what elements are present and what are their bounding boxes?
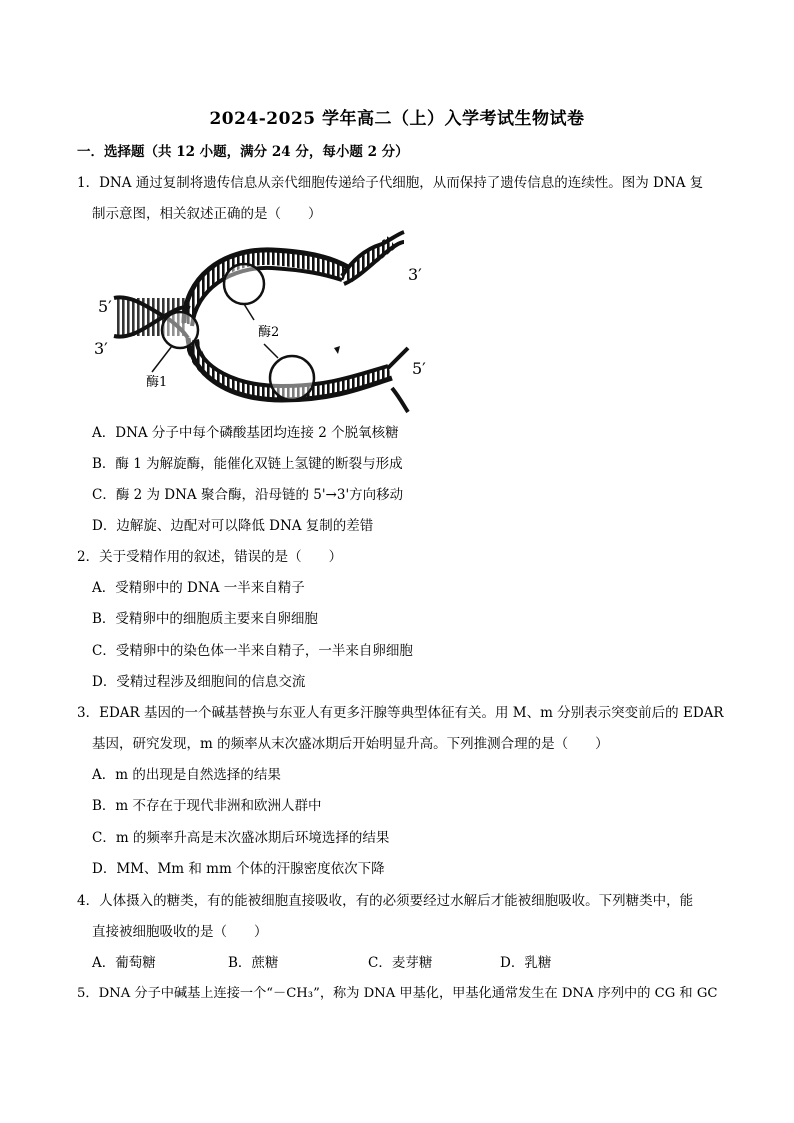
label-3prime-right: 3′ xyxy=(408,265,422,284)
q2-option-c: C．受精卵中的染色体一半来自精子，一半来自卵细胞 xyxy=(92,643,413,659)
page-title: 2024-2025 学年高二（上）入学考试生物试卷 xyxy=(209,109,585,129)
question-1-stem-line-2: 制示意图，相关叙述正确的是（ ） xyxy=(92,206,322,222)
q2-option-b: B．受精卵中的细胞质主要来自卵细胞 xyxy=(92,611,318,627)
q3-option-b: B．m 不存在于现代非洲和欧洲人群中 xyxy=(92,798,322,814)
q2-option-a: A．受精卵中的 DNA 一半来自精子 xyxy=(92,580,305,596)
q3-option-a: A．m 的出现是自然选择的结果 xyxy=(92,767,281,783)
question-4-stem-line-2: 直接被细胞吸收的是（ ） xyxy=(92,924,268,940)
question-3-stem-line-1: 3．EDAR 基因的一个碱基替换与东亚人有更多汗腺等典型体征有关。用 M、m 分别表示突变前后的 EDAR xyxy=(77,705,724,721)
q4-option-c: C．麦芽糖 xyxy=(368,955,433,971)
question-3-stem-line-2: 基因，研究发现，m 的频率从末次盛冰期后开始明显升高。下列推测合理的是（ ） xyxy=(92,736,609,752)
q1-option-a: A．DNA 分子中每个磷酸基团均连接 2 个脱氧核糖 xyxy=(92,425,399,441)
label-enzyme-1: 酶1 xyxy=(146,375,168,390)
q3-option-d: D．MM、Mm 和 mm 个体的汗腺密度依次下降 xyxy=(92,861,385,877)
label-enzyme-2: 酶2 xyxy=(258,325,280,340)
question-2-stem: 2．关于受精作用的叙述，错误的是（ ） xyxy=(77,549,343,565)
q4-option-b: B．蔗糖 xyxy=(228,955,279,971)
dna-replication-diagram xyxy=(92,228,437,418)
q4-option-a: A．葡萄糖 xyxy=(92,955,156,971)
q1-option-d: D．边解旋、边配对可以降低 DNA 复制的差错 xyxy=(92,518,374,534)
upper-daughter-strand xyxy=(184,232,404,326)
q3-option-c: C．m 的频率升高是末次盛冰期后环境选择的结果 xyxy=(92,830,390,846)
label-5prime-right: 5′ xyxy=(412,359,426,378)
q2-option-d: D．受精过程涉及细胞间的信息交流 xyxy=(92,674,306,690)
enzyme-1-circle xyxy=(162,312,198,348)
q1-option-b: B．酶 1 为解旋酶，能催化双链上氢键的断裂与形成 xyxy=(92,456,403,472)
question-1-stem-line-1: 1．DNA 通过复制将遗传信息从亲代细胞传递给子代细胞，从而保持了遗传信息的连续性。图为 DNA 复 xyxy=(77,175,704,191)
q4-option-d: D．乳糖 xyxy=(500,955,552,971)
label-3prime-left: 3′ xyxy=(94,339,108,358)
question-5-stem-line-1: 5．DNA 分子中碱基上连接一个“－CH₃”，称为 DNA 甲基化，甲基化通常发生在 DNA 序列中的 CG 和 GC xyxy=(77,986,718,1001)
question-4-stem-line-1: 4．人体摄入的糖类，有的能被细胞直接吸收，有的必须要经过水解后才能被细胞吸收。下列糖类中，能 xyxy=(77,893,694,909)
enzyme-2-circle xyxy=(224,264,264,304)
enzyme-2-lower-circle xyxy=(270,356,314,400)
label-5prime-left: 5′ xyxy=(98,297,112,316)
q1-option-c: C．酶 2 为 DNA 聚合酶，沿母链的 5'→3'方向移动 xyxy=(92,487,404,503)
section-heading: 一．选择题（共 12 小题，满分 24 分，每小题 2 分） xyxy=(77,144,409,160)
